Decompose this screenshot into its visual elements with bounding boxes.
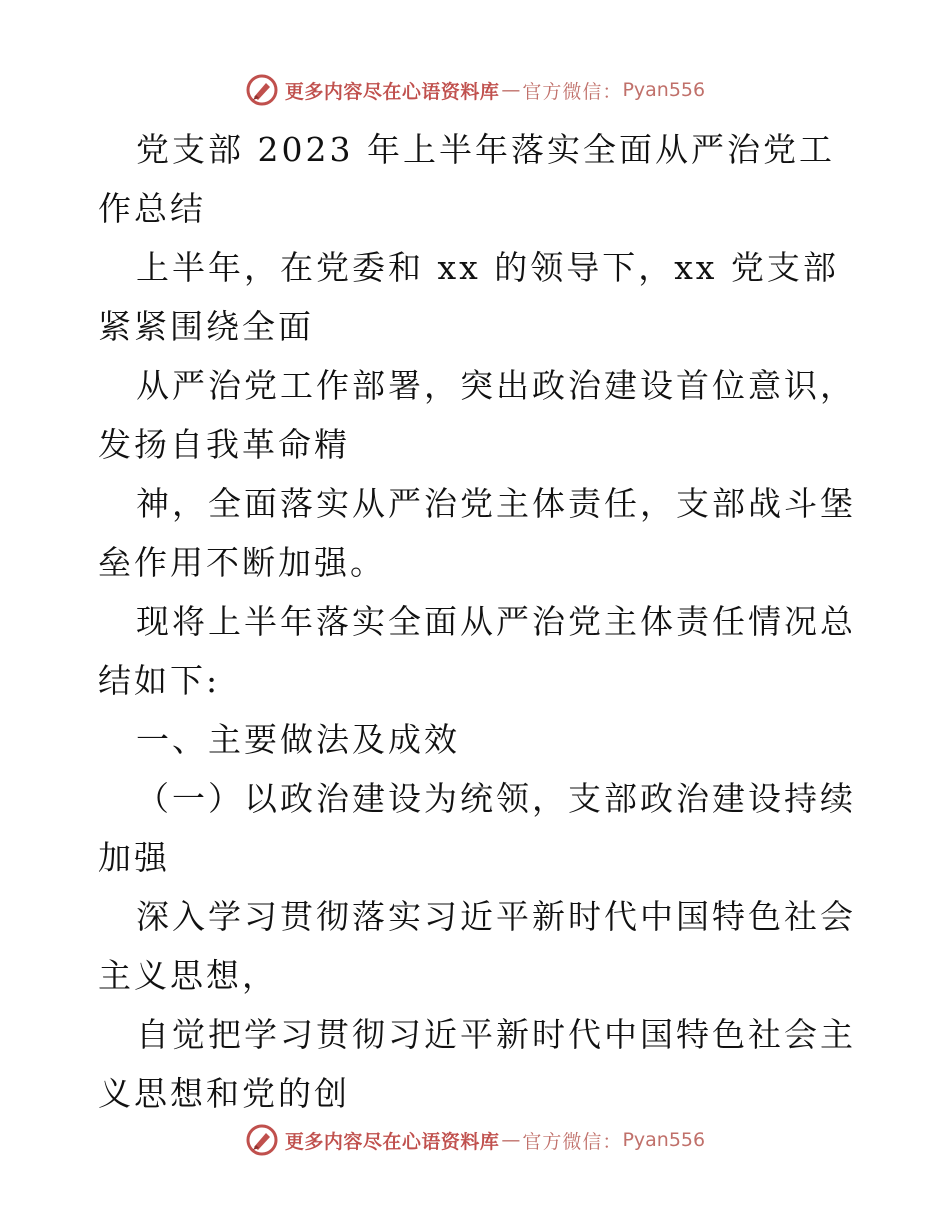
- pen-nib-logo-icon: [245, 1123, 279, 1157]
- paragraph: 现将上半年落实全面从严治党主体责任情况总结如下:: [98, 602, 856, 700]
- paragraph: 深入学习贯彻落实习近平新时代中国特色社会主义思想，: [98, 897, 856, 995]
- paragraph: 上半年，在党委和 xx 的领导下，xx 党支部紧紧围绕全面: [98, 248, 839, 346]
- paragraph: 神，全面落实从严治党主体责任，支部战斗堡垒作用不断加强。: [98, 484, 856, 582]
- watermark-sub-text: 官方微信：: [522, 1130, 623, 1153]
- paragraph: 从严治党工作部署，突出政治建设首位意识，发扬自我革命精: [98, 366, 856, 464]
- watermark-dash: —: [501, 1129, 521, 1151]
- watermark-main-text: 更多内容尽在心语资料库: [284, 80, 500, 103]
- footer-watermark: [0, 1120, 950, 1160]
- watermark-sub-text: 官方微信：: [522, 80, 623, 103]
- header-watermark: [0, 70, 950, 110]
- watermark-dash: —: [501, 79, 521, 101]
- watermark-wechat-id: Pyan556: [622, 79, 706, 101]
- watermark-wechat-id: Pyan556: [622, 1129, 706, 1151]
- watermark-main-text: 更多内容尽在心语资料库: [284, 1130, 500, 1153]
- subsection-heading: （一）以政治建设为统领，支部政治建设持续加强: [98, 779, 856, 877]
- document-body: [98, 120, 858, 1123]
- document-title: 党支部 2023 年上半年落实全面从严治党工作总结: [98, 130, 835, 228]
- section-heading: 一、主要做法及成效: [136, 720, 460, 759]
- pen-nib-logo-icon: [245, 73, 279, 107]
- paragraph: 自觉把学习贯彻习近平新时代中国特色社会主义思想和党的创: [98, 1015, 856, 1113]
